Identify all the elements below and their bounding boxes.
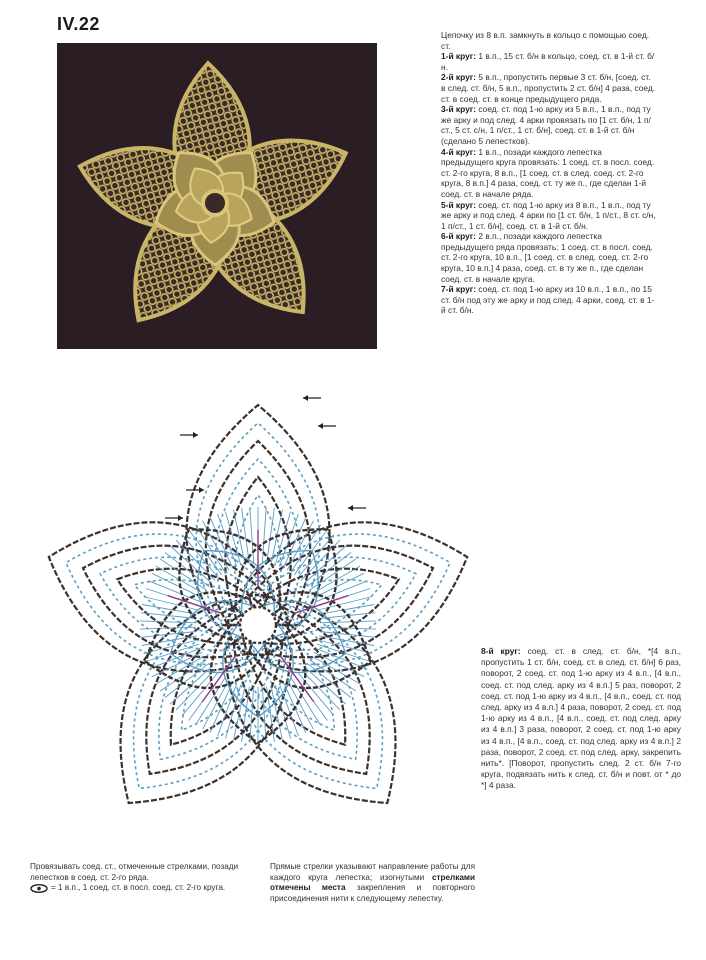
round-text: 1 в.п., 15 ст. б/н в кольцо, соед. ст. в 1-й ст. б/н. (441, 51, 655, 72)
round-label: 2-й круг: (441, 72, 477, 83)
arrows-note-part2: закрепления и повторного присоединения нити к следующему лепестку. (270, 883, 475, 903)
intro-text: Цепочку из 8 в.п. замкнуть в кольцо с помощью соед. ст. (441, 30, 650, 51)
foundation-ring (240, 607, 276, 643)
round-instruction (441, 104, 656, 146)
round-label: 6-й круг: (441, 231, 477, 242)
arrow-note: Провязывать соед. ст., отмеченные стрелками, позади лепестков в соед. ст. 2-го ряда. (30, 862, 239, 882)
footer-note-left (30, 862, 240, 894)
round-text: 1 в.п., позади каждого лепестка предыдущего круга провязать: 1 соед. ст. в посл. соед. ст. 2-го круга, 8 в.п., [1 соед. ст. в след. соед. ст. 2-го круга, 8 в.п.] 4 раза, соед. ст. ту же п., где сделан 1-й соед. ст. в начале ряда. (441, 146, 655, 199)
round-instruction (441, 200, 656, 232)
round-label: 3-й круг: (441, 104, 477, 115)
round-text: 5 в.п., пропустить первые 3 ст. б/н, [соед. ст. в след. ст. б/н, 5 в.п., пропустить 2 ст. б/н] 4 раза, соед. ст. в соед. ст. в конце предыдущего ряда. (441, 72, 656, 104)
round-text: соед. ст. под 1-ю арку из 8 в.п., 1 в.п., под ту же арку и под след. 4 арки по [1 ст. б/н, 1 п/ст., 8 ст. с/н, 1 п/ст., 1 ст. б/н], соед. ст. в 1-й ст. б/н. (441, 199, 656, 231)
arrows-note-part1: Прямые стрелки указывают направление работы для каждого круга лепестка; изогнутыми (270, 862, 475, 882)
legend-text: = 1 в.п., 1 соед. ст. в посл. соед. ст. 2-го круга. (51, 883, 226, 892)
direction-arrow-icon (303, 395, 321, 401)
round-instruction (441, 284, 656, 316)
instructions-block (441, 30, 656, 316)
join-arrow (202, 656, 236, 702)
crochet-chart (18, 380, 493, 840)
direction-arrow-icon (165, 515, 183, 521)
round-label: 7-й круг: (441, 284, 477, 295)
legend-row (30, 883, 240, 894)
round-8-text: соед. ст. в след. ст. б/н, *[4 в.п., пропустить 1 ст. б/н, соед. ст. в след. ст. б/н] 6 раз, поворот, 2 соед. ст. под 1-ю арку из 4 в.п., [4 в.п., соед. ст. под след. арку из 4 в.п.] 5 раз, поворот, 2 соед. ст. под 1-ю арку из 4 в.п., [4 в.п., соед. ст. под след. арку из 4 в.п.] 4 раза, поворот, 2 соед. ст. под 1-ю арку из 4 в.п., [4 в.п., соед. ст. под след. арку из 4 в.п.] 3 раза, поворот, 2 соед. ст. под 1-ю арку из 4 в.п., [4 в.п., соед. ст. под след. арку из 4 в.п.] 2 раза, поворот, 2 соед. ст. под след. арку, закрепить нить*. [Поворот, пропустить след. 2 ст. б/н 7-го круга, подвязать нить к след. ст. б/н и повт. от * до *] 4 раза. (481, 646, 681, 791)
motif-photo (57, 43, 377, 349)
footer-note-right (270, 862, 475, 904)
direction-arrow-icon (180, 432, 198, 438)
join-arrow (280, 656, 314, 702)
page-number: IV.22 (57, 14, 100, 34)
motif-image (80, 63, 346, 320)
direction-arrow-icon (348, 505, 366, 511)
round-instruction (441, 147, 656, 200)
direction-arrow-icon (318, 423, 336, 429)
round-instruction (441, 231, 656, 284)
round-text: 2 в.п., позади каждого лепестка предыдущего ряда провязать: 1 соед. ст. в посл. соед. ст. 2-го круга, 10 в.п., [1 соед. ст. в след. соед. ст. 2-го круга, 10 в.п.] 4 раза, соед. ст. в ту же п., где сделан соед. ст. в начале круга. (441, 231, 653, 284)
arrows-note-bold: стрелками отмечены места (270, 872, 475, 892)
round-instruction (441, 51, 656, 72)
round-instruction (441, 72, 656, 104)
round-label: 1-й круг: (441, 51, 477, 62)
chain-join-symbol-icon (30, 884, 48, 893)
round-label: 5-й круг: (441, 199, 477, 210)
round-8-label: 8-й круг: (481, 646, 521, 656)
round-text: соед. ст. под 1-ю арку из 5 в.п., 1 в.п., под ту же арку и под след. 4 арки провязать по [1 ст. б/н, 1 п/ст., 5 ст. с/н, 1 п/ст., 1 ст. б/н], соед. ст. в 1-й ст. б/н (сделано 5 лепестков). (441, 104, 651, 146)
round-text: соед. ст. под 1-ю арку из 10 в.п., 1 в.п., по 15 ст. б/н под эту же арку и под след. 4 арки, соед. ст. в 1-й ст. б/н. (441, 284, 655, 316)
round-8-instructions (481, 646, 681, 792)
round-label: 4-й круг: (441, 146, 477, 157)
